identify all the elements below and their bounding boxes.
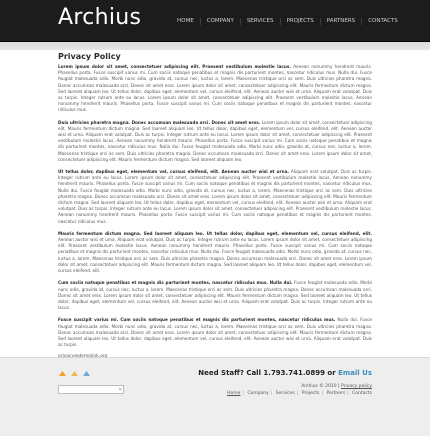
nav-partners[interactable]: PARTNERS xyxy=(320,18,361,25)
footer-nav: Home | Company | Services | Projects | Partners | Contacts xyxy=(227,391,372,396)
policy-paragraph xyxy=(58,280,372,311)
policy-paragraph xyxy=(58,120,372,163)
main-nav xyxy=(171,18,404,25)
paragraph-text: Fusce feugiat malesuada odio. Morbi nunc odio, gravida at, cursus nec, luctus a, lorem. Maecenas tristique orci ac sem. Duis ultricies pharetra magna. Donec accumsan malesuada orci. Donec sit amet eros. Lorem ipsum dolor sit amet, consectetuer adipiscing elit. Mauris fermentum dictum magna. Sed laoreet aliquam leo. Ut tellus dolor, dapibus eget, elementum vel, cursus eleifend, elit. Aenean auctor wisi et urna. Aliquam erat volutpat. Duis ac turpis. Integer rutrum ante eu lacus. xyxy=(58,280,372,311)
nav-home[interactable]: HOME xyxy=(177,18,194,24)
call-to-action xyxy=(198,369,372,377)
paragraph-text: Aenean nonummy hendrerit mauris. Phasellus porta. Fusce suscipit varius mi. Cum sociis natoque penatibus et magnis dis parturient montes, nascetur ridiculus mus. Nulla dui. Fusce feugiat malesuada odio. Morbi nunc odio, gravida at, cursus nec, luctus a, lorem. Maecenas tristique orci ac sem. Duis ultricies pharetra magna. Donec accumsan malesuada orci. Donec sit amet eros. Lorem ipsum dolor sit amet, consectetuer adipiscing elit. Mauris fermentum dictum magna. Sed laoreet aliquam leo. Ut tellus dolor, dapibus eget, elementum vel, cursus eleifend, elit. Aenean auctor wisi et urna. Aliquam erat volutpat. Duis ac turpis. Integer rutrum ante eu lacus. Lorem ipsum dolor sit amet, consectetuer adipiscing elit. Praesent vestibulum molestie lacus. Aenean nonummy hendrerit mauris. Phasellus porta. Fusce suscipit varius mi. Cum sociis natoque penatibus et magnis dis parturient montes, nascetur ridiculus mus. xyxy=(58,64,372,113)
header-subbar xyxy=(0,42,430,50)
header xyxy=(0,0,430,42)
footer-nav-projects[interactable]: Projects xyxy=(301,391,320,396)
copyright-text: Archius © 2010 | xyxy=(301,384,340,389)
email-us-link[interactable]: Email Us xyxy=(338,369,372,377)
footer xyxy=(0,357,430,436)
footer-nav-company[interactable]: Company xyxy=(247,391,269,396)
nav-company[interactable]: COMPANY xyxy=(200,18,240,25)
nav-services[interactable]: SERVICES xyxy=(240,18,280,25)
search-input[interactable] xyxy=(58,385,124,394)
main-content xyxy=(58,52,372,359)
policy-paragraph xyxy=(58,231,372,274)
paragraph-lead: Mauris fermentum dictum magna. Sed laoreet aliquam leo. Ut tellus dolor, dapibus eget, elementum vel, cursus eleifend, elit. xyxy=(58,230,372,236)
rss-icon[interactable] xyxy=(58,370,67,377)
delicious-icon[interactable] xyxy=(70,370,79,377)
social-icons xyxy=(58,370,91,377)
policy-paragraph xyxy=(58,64,372,114)
page-title: Privacy Policy xyxy=(58,52,121,61)
paragraph-text: Aenean auctor wisi et urna. Aliquam erat volutpat. Duis ac turpis. Integer rutrum ante eu lacus. Lorem ipsum dolor sit amet, consectetuer adipiscing elit. Praesent vestibulum molestie lacus. Aenean nonummy hendrerit mauris. Phasellus porta. Fusce suscipit varius mi. Cum sociis natoque penatibus et magnis dis parturient montes, nascetur ridiculus mus. Nulla dui. Fusce feugiat malesuada odio. Morbi nunc odio, gravida at, cursus nec, luctus a, lorem. Maecenas tristique orci ac sem. Duis ultricies pharetra magna. Donec accumsan malesuada orci. Donec sit amet eros. Lorem ipsum dolor sit amet, consectetuer adipiscing elit. Mauris fermentum dictum magna. Sed laoreet aliquam leo. Ut tellus dolor, dapibus eget, elementum vel, cursus eleifend, elit. xyxy=(58,237,372,274)
paragraph-lead: Cum sociis natoque penatibus et magnis dis parturient montes, nascetur ridiculus mus. Nulla dui. xyxy=(58,280,293,286)
footer-nav-contacts[interactable]: Contacts xyxy=(352,391,372,396)
nav-projects[interactable]: PROJECTS xyxy=(280,18,320,25)
search-button[interactable]: » xyxy=(118,386,122,393)
paragraph-lead: Fusce suscipit varius mi. Cum sociis natoque penatibus et magnis dis parturient montes, nascetur ridiculus mus. xyxy=(58,317,336,323)
paragraph-text: Aliquam erat volutpat. Duis ac turpis. Integer rutrum ante eu lacus. Lorem ipsum dolor sit amet, consectetuer adipiscing elit. Praesent vestibulum molestie lacus. Aenean nonummy hendrerit mauris. Phasellus porta. Fusce suscipit varius mi. Cum sociis natoque penatibus et magnis dis parturient montes, nascetur ridiculus mus. Nulla dui. Fusce feugiat malesuada odio. Morbi nunc odio, gravida at, cursus nec, luctus a, lorem. Maecenas tristique orci ac sem. Duis ultricies pharetra magna. Donec accumsan malesuada orci. Donec sit amet eros. Lorem ipsum dolor sit amet, consectetuer adipiscing elit. Mauris fermentum dictum magna. Sed laoreet aliquam leo. Ut tellus dolor, dapibus eget, elementum vel, cursus eleifend, elit. Aenean auctor wisi et urna. Aliquam erat volutpat. Duis ac turpis. Integer rutrum ante eu lacus. Lorem ipsum dolor sit amet, consectetuer adipiscing elit. Praesent vestibulum molestie lacus. Aenean nonummy hendrerit mauris. Phasellus porta. Fusce suscipit varius mi. Cum sociis natoque penatibus et magnis dis parturient montes, nascetur ridiculus mus. xyxy=(58,169,372,224)
call-text: Need Staff? Call 1.793.741.0899 xyxy=(198,369,325,377)
policy-paragraph xyxy=(58,317,372,348)
or-text: or xyxy=(327,369,336,377)
paragraph-lead: Lorem ipsum dolor sit amet, consectetuer adipiscing elit. Praesent vestibulum molestie lacus. xyxy=(58,64,291,69)
paragraph-text: Lorem ipsum dolor sit amet, consectetuer adipiscing elit. Mauris fermentum dictum magna. Sed laoreet aliquam leo. Ut tellus dolor, dapibus eget, elementum vel, cursus eleifend, elit. Aenean auctor wisi et urna. Aliquam erat volutpat. Duis ac turpis. Integer rutrum ante eu lacus. Lorem ipsum dolor sit amet, consectetuer adipiscing elit. Praesent vestibulum molestie lacus. Aenean nonummy hendrerit mauris. Phasellus porta. Fusce suscipit varius mi. Cum sociis natoque penatibus et magnis dis parturient montes, nascetur ridiculus mus. Nulla dui. Fusce feugiat malesuada odio. Morbi nunc odio, gravida at, cursus nec, luctus a, lorem. Maecenas tristique orci ac sem. Duis ultricies pharetra magna. Donec accumsan malesuada orci. Donec sit amet eros. Lorem ipsum dolor sit amet, consectetuer adipiscing elit. Mauris fermentum dictum magna. Sed laoreet aliquam leo. xyxy=(58,119,372,162)
nav-contacts[interactable]: CONTACTS xyxy=(361,18,404,25)
twitter-icon[interactable] xyxy=(82,370,91,377)
policy-paragraph xyxy=(58,169,372,225)
site-logo[interactable]: Archius xyxy=(58,5,142,30)
footer-nav-partners[interactable]: Partners xyxy=(326,391,346,396)
paragraph-text: Nulla dui. Fusce feugiat malesuada odio. Morbi nunc odio, gravida at, cursus nec, luctus a, lorem. Maecenas tristique orci ac sem. Duis ultricies pharetra magna. Donec accumsan malesuada orci. Donec sit amet eros. Lorem ipsum dolor sit amet, consectetuer adipiscing elit. Mauris fermentum dictum magna. Sed laoreet aliquam leo. Ut tellus dolor, dapibus eget, elementum vel, cursus eleifend, elit. Aenean auctor wisi et urna. Aliquam erat volutpat. Duis ac turpis. xyxy=(58,317,372,348)
copyright xyxy=(301,384,372,389)
paragraph-lead: Ut tellus dolor, dapibus eget, elementum vel, cursus eleifend, elit. Aenean auctor wisi et urna. xyxy=(58,169,289,175)
footer-nav-home[interactable]: Home xyxy=(227,391,241,396)
paragraph-lead: Duis ultricies pharetra magna. Donec accumsan malesuada orci. Donec sit amet eros. xyxy=(58,119,261,125)
footer-nav-services[interactable]: Services xyxy=(275,391,295,396)
privacy-policy-link[interactable]: Privacy policy xyxy=(341,384,372,389)
